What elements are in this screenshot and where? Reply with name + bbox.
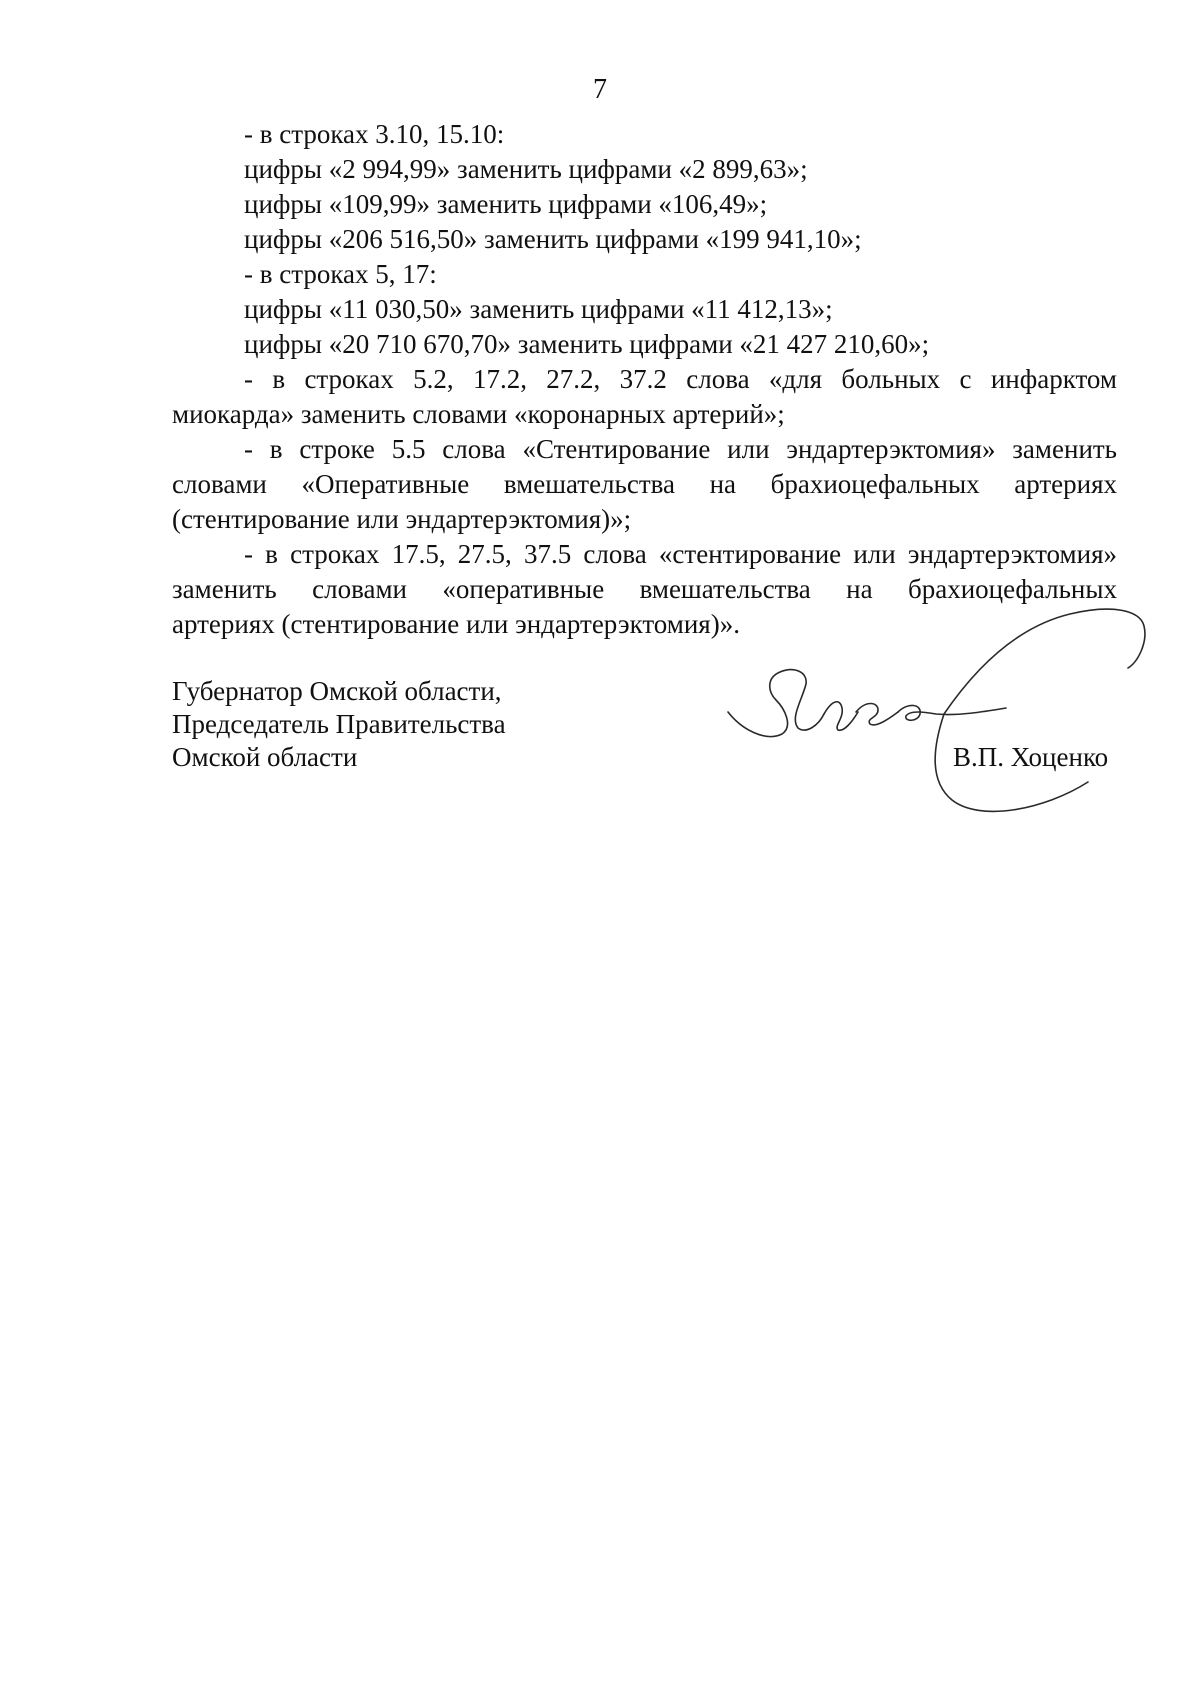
body-line: цифры «206 516,50» заменить цифрами «199 941,10»;: [244, 224, 862, 254]
signatory-title-line: Омской области: [172, 742, 358, 772]
signatory-title-line: Председатель Правительства: [172, 709, 506, 739]
body-line: (стентирование или эндартерэктомия)»;: [172, 504, 632, 534]
page-number: 7: [593, 74, 607, 105]
body-line: словами «Оперативные вмешательства на брахиоцефальных артериях: [172, 469, 1117, 499]
body-line: цифры «11 030,50» заменить цифрами «11 412,13»;: [244, 294, 833, 324]
signatory-title: [172, 675, 506, 774]
body-line: - в строке 5.5 слова «Стентирование или эндартерэктомия» заменить: [244, 434, 1117, 464]
body-line: цифры «2 994,99» заменить цифрами «2 899,63»;: [244, 154, 808, 184]
body-line: заменить словами «оперативные вмешательства на брахиоцефальных: [172, 574, 1117, 604]
handwritten-signature: [720, 600, 1160, 830]
body-line: - в строках 3.10, 15.10:: [244, 119, 505, 149]
signatory-title-line: Губернатор Омской области,: [172, 676, 502, 706]
body-line: - в строках 17.5, 27.5, 37.5 слова «стентирование или эндартерэктомия»: [244, 539, 1117, 569]
body-line: цифры «20 710 670,70» заменить цифрами «21 427 210,60»;: [244, 329, 930, 359]
body-line: артериях (стентирование или эндартерэктомия)».: [172, 609, 740, 639]
body-line: миокарда» заменить словами «коронарных артерий»;: [172, 399, 785, 429]
body-line: цифры «109,99» заменить цифрами «106,49»;: [244, 189, 768, 219]
body-line: - в строках 5, 17:: [244, 259, 437, 289]
body-line: - в строках 5.2, 17.2, 27.2, 37.2 слова «для больных с инфарктом: [244, 364, 1117, 394]
signer-name: В.П. Хоценко: [953, 742, 1109, 772]
